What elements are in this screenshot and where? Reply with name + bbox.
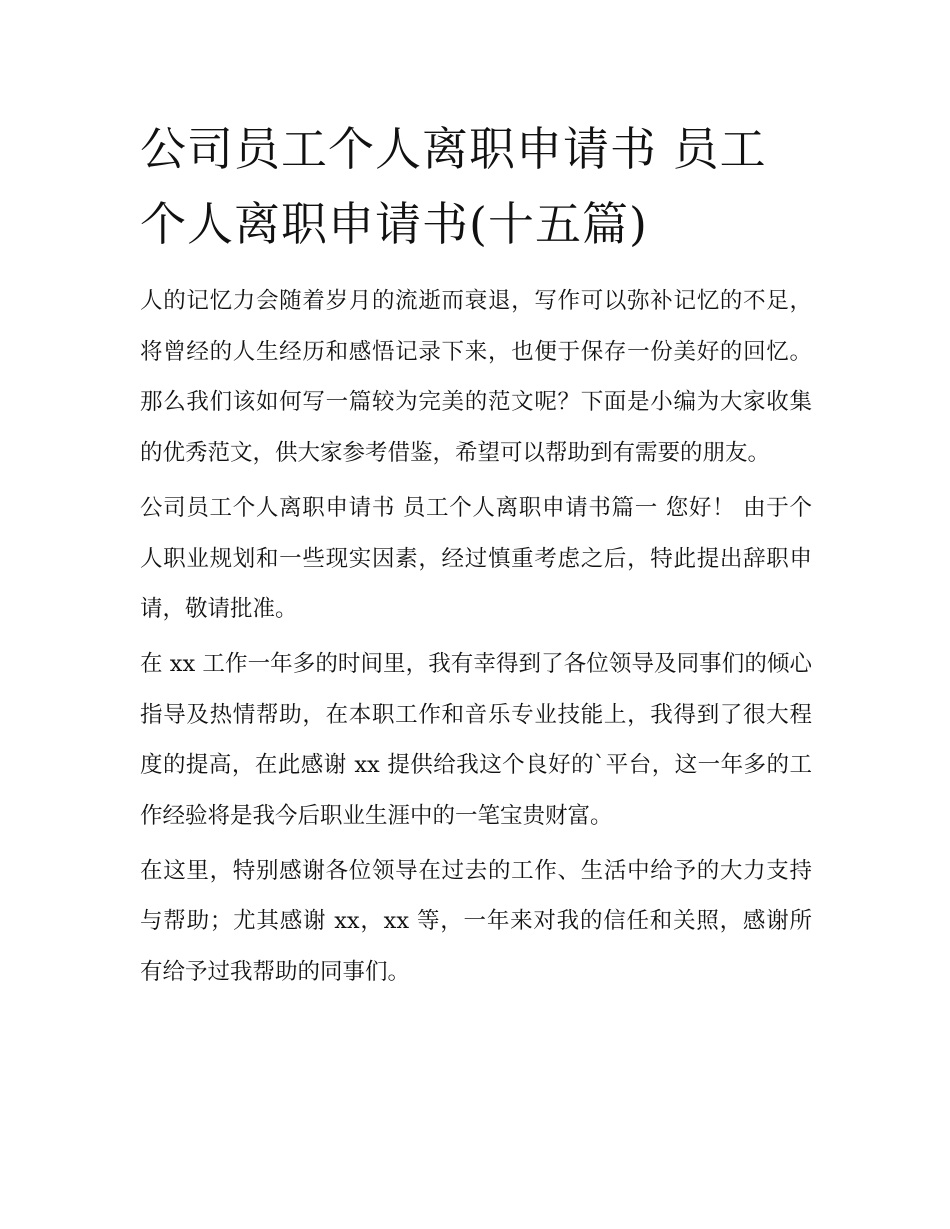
paragraph-thanks: 在这里，特别感谢各位领导在过去的工作、生活中给予的大力支持与帮助；尤其感谢 xx，xx 等，一年来对我的信任和关照，感谢所有给予过我帮助的同事们。: [140, 857, 812, 986]
document-content: [140, 112, 812, 998]
paragraph-experience: 在 xx 工作一年多的时间里，我有幸得到了各位领导及同事们的倾心指导及热情帮助，在本职工作和音乐专业技能上，我得到了很大程度的提高，在此感谢 xx 提供给我这个良好的`平台，这一年多的工作经验将是我今后职业生涯中的一笔宝贵财富。: [140, 650, 812, 830]
paragraph-intro: 人的记忆力会随着岁月的流逝而衰退，写作可以弥补记忆的不足，将曾经的人生经历和感悟记录下来，也便于保存一份美好的回忆。那么我们该如何写一篇较为完美的范文呢？下面是小编为大家收集的优秀范文，供大家参考借鉴，希望可以帮助到有需要的朋友。: [140, 288, 812, 467]
paragraph-opening: 公司员工个人离职申请书 员工个人离职申请书篇一 您好！ 由于个人职业规划和一些现实因素，经过慎重考虑之后，特此提出辞职申请，敬请批准。: [140, 494, 812, 623]
document-title: 公司员工个人离职申请书 员工个人离职申请书(十五篇): [140, 122, 767, 251]
